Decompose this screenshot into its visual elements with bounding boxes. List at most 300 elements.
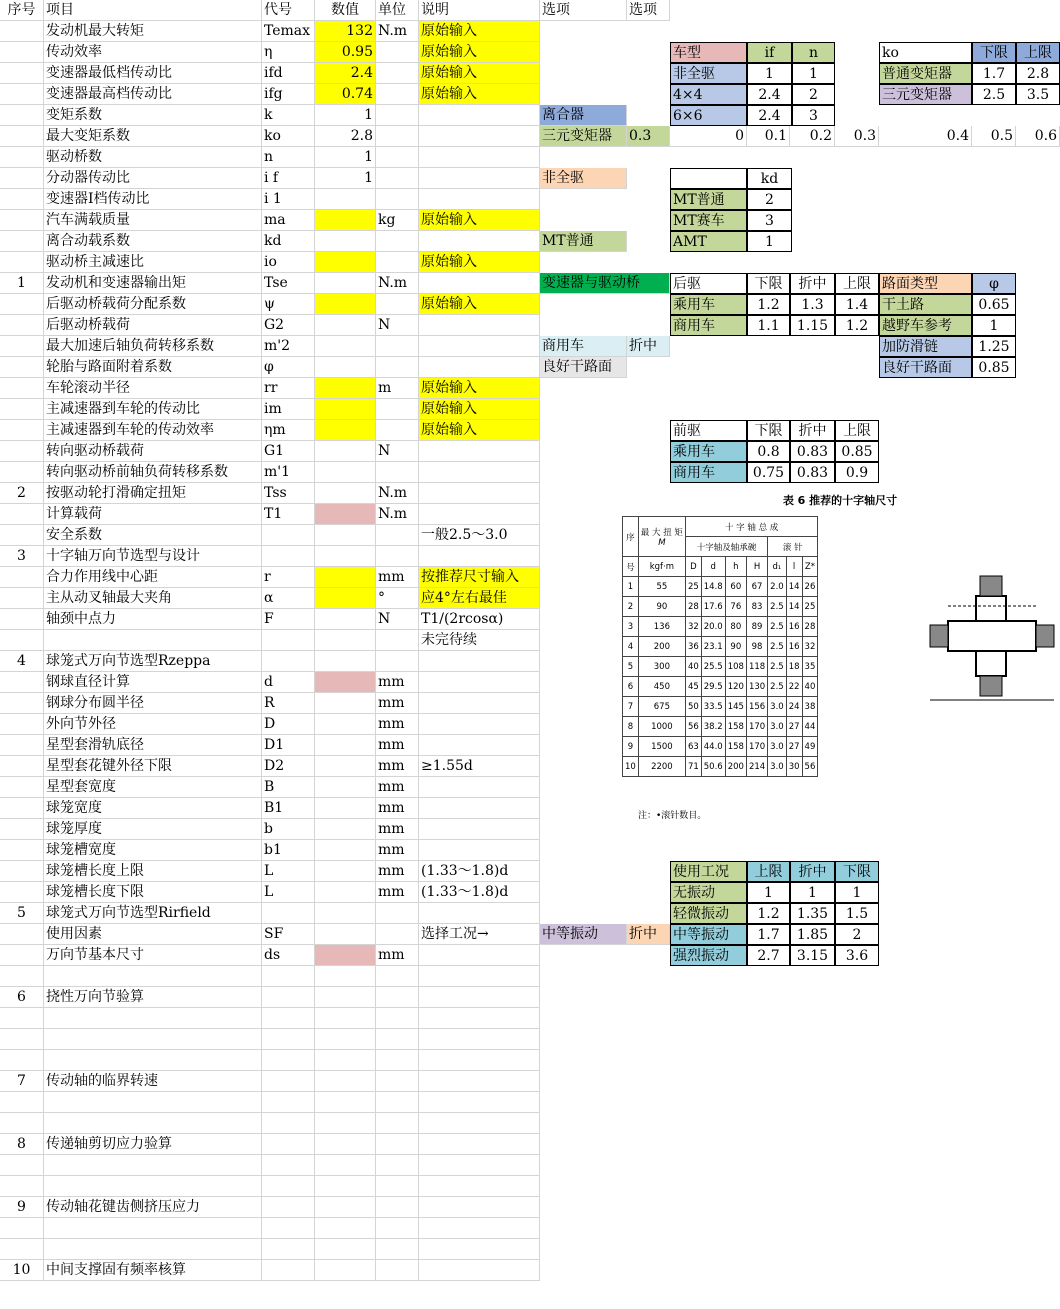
scale-value: 0.4 — [879, 126, 972, 147]
ref-table-cell: 1000 — [638, 717, 685, 737]
row-item — [44, 1113, 262, 1134]
row-code: m'1 — [262, 462, 315, 483]
ref-table-cell: 2.0 — [768, 577, 787, 597]
row-code: φ — [262, 357, 315, 378]
row-code: D — [262, 714, 315, 735]
vehicle-table-header: 车型 — [670, 42, 747, 63]
row-value-cell[interactable] — [315, 210, 376, 231]
row-seq — [0, 1029, 44, 1050]
kd-table-cell: AMT — [670, 231, 747, 252]
ref-table-cell: 2.5 — [768, 597, 787, 617]
ref-table-cell: 27 — [786, 737, 802, 757]
option-compromise[interactable]: 折中 — [627, 336, 670, 357]
rear-table-cell: 商用车 — [670, 315, 747, 336]
row-unit — [376, 420, 419, 441]
row-desc: 原始输入 — [419, 420, 540, 441]
row-value-cell[interactable] — [315, 924, 376, 945]
row-value-cell[interactable] — [315, 189, 376, 210]
ref-table-cell: 25 — [685, 577, 701, 597]
row-unit: N — [376, 609, 419, 630]
row-value-cell[interactable] — [315, 672, 376, 693]
work-table-header: 折中 — [790, 861, 835, 882]
row-value-cell[interactable] — [315, 1197, 376, 1218]
row-seq: 9 — [0, 1197, 44, 1218]
row-item: 后驱动桥载荷分配系数 — [44, 294, 262, 315]
ref-table-cell: 200 — [638, 637, 685, 657]
row-value-cell[interactable] — [315, 840, 376, 861]
row-code: Tss — [262, 483, 315, 504]
row-value-cell[interactable] — [315, 1113, 376, 1134]
ref-col-header: Z* — [802, 557, 818, 577]
road-table-header: 路面类型 — [879, 273, 972, 294]
ref-table-row — [623, 637, 818, 657]
kd-table-header: kd — [747, 168, 792, 189]
row-desc — [419, 714, 540, 735]
row-desc — [419, 189, 540, 210]
ref-table-cell: 14.8 — [701, 577, 725, 597]
ref-head-m: M — [658, 537, 666, 548]
row-seq — [0, 1113, 44, 1134]
option-vibration[interactable]: 中等振动 — [540, 924, 627, 945]
row-desc — [419, 1029, 540, 1050]
ref-table-row — [623, 737, 818, 757]
row-desc — [419, 1197, 540, 1218]
row-desc — [419, 1071, 540, 1092]
cross-shaft-drawing — [928, 566, 1056, 706]
row-item: 球笼宽度 — [44, 798, 262, 819]
row-desc — [419, 903, 540, 924]
row-value-cell[interactable] — [315, 567, 376, 588]
row-value-cell[interactable]: 2.8 — [315, 126, 376, 147]
row-value-cell[interactable] — [315, 1050, 376, 1071]
row-desc: 原始输入 — [419, 399, 540, 420]
row-value-cell[interactable] — [315, 357, 376, 378]
work-table-cell: 3.15 — [790, 945, 835, 966]
ref-table-cell: 29.5 — [701, 677, 725, 697]
row-desc — [419, 1218, 540, 1239]
row-value-cell[interactable] — [315, 1218, 376, 1239]
row-value-cell[interactable] — [315, 966, 376, 987]
row-value-cell[interactable] — [315, 1008, 376, 1029]
row-seq — [0, 840, 44, 861]
ref-table-cell: 2.5 — [768, 637, 787, 657]
row-code: L — [262, 882, 315, 903]
row-value-cell[interactable] — [315, 1092, 376, 1113]
row-value-cell[interactable] — [315, 1029, 376, 1050]
work-table-cell: 3.6 — [835, 945, 879, 966]
header-opt2: 选项 — [627, 0, 670, 21]
row-code — [262, 1029, 315, 1050]
row-code — [262, 1176, 315, 1197]
row-item: 钢球直径计算 — [44, 672, 262, 693]
row-seq — [0, 924, 44, 945]
ref-table-cell: 26 — [802, 577, 818, 597]
row-item: 十字轴万向节选型与设计 — [44, 546, 262, 567]
row-unit: mm — [376, 567, 419, 588]
ref-table-cell: 60 — [725, 577, 746, 597]
row-value-cell[interactable] — [315, 630, 376, 651]
row-unit — [376, 1134, 419, 1155]
row-item: 按驱动轮打滑确定扭矩 — [44, 483, 262, 504]
vehicle-table-cell: 1 — [747, 63, 792, 84]
row-code: b1 — [262, 840, 315, 861]
ref-table-cell: 25 — [802, 597, 818, 617]
row-unit — [376, 1029, 419, 1050]
row-value-cell[interactable] — [315, 546, 376, 567]
row-value-cell[interactable] — [315, 903, 376, 924]
ref-table-cell: 2.5 — [768, 617, 787, 637]
row-desc — [419, 735, 540, 756]
ko-table-cell: 2.5 — [972, 84, 1016, 105]
row-desc — [419, 504, 540, 525]
row-seq: 2 — [0, 483, 44, 504]
row-code — [262, 1260, 315, 1281]
row-code — [262, 1197, 315, 1218]
ref-table-cell: 83 — [746, 597, 767, 617]
row-seq — [0, 735, 44, 756]
row-seq — [0, 315, 44, 336]
work-table-cell: 1.5 — [835, 903, 879, 924]
row-desc — [419, 483, 540, 504]
ref-table-cell: 4 — [623, 637, 639, 657]
ref-table-cell: 22 — [786, 677, 802, 697]
row-desc — [419, 231, 540, 252]
row-value-cell[interactable] — [315, 735, 376, 756]
row-seq — [0, 588, 44, 609]
ref-table-cell: 25.5 — [701, 657, 725, 677]
row-seq — [0, 1176, 44, 1197]
row-unit: N.m — [376, 273, 419, 294]
row-value-cell[interactable] — [315, 945, 376, 966]
row-desc — [419, 651, 540, 672]
ref-table-cell: 30 — [786, 757, 802, 777]
ref-table-cell: 24 — [786, 697, 802, 717]
row-item: 球笼式万向节选型Rirfield — [44, 903, 262, 924]
rear-table-header: 后驱 — [670, 273, 747, 294]
work-table-header: 上限 — [747, 861, 790, 882]
row-unit: mm — [376, 945, 419, 966]
row-unit: mm — [376, 819, 419, 840]
front-table-cell: 商用车 — [670, 462, 747, 483]
row-value-cell[interactable] — [315, 1134, 376, 1155]
row-code — [262, 1134, 315, 1155]
ref-table-cell: 3.0 — [768, 737, 787, 757]
ref-table-cell: 170 — [746, 717, 767, 737]
row-item: 球笼厚度 — [44, 819, 262, 840]
row-code: R — [262, 693, 315, 714]
ref-table-cell: 9 — [623, 737, 639, 757]
option-drive-type[interactable]: 非全驱 — [540, 168, 627, 189]
ref-table-cell: 136 — [638, 617, 685, 637]
row-value-cell[interactable] — [315, 693, 376, 714]
row-desc — [419, 357, 540, 378]
header-desc: 说明 — [419, 0, 540, 21]
ko-table-cell: 三元变矩器 — [879, 84, 972, 105]
row-code: ηm — [262, 420, 315, 441]
row-seq — [0, 168, 44, 189]
row-value-cell[interactable] — [315, 861, 376, 882]
row-value-cell[interactable] — [315, 609, 376, 630]
ref-table-cell: 3.0 — [768, 697, 787, 717]
row-unit — [376, 105, 419, 126]
ref-table-cell: 20.0 — [701, 617, 725, 637]
row-code: i f — [262, 168, 315, 189]
row-unit — [376, 1008, 419, 1029]
road-table-cell: 加防滑链 — [879, 336, 972, 357]
row-seq — [0, 630, 44, 651]
ref-table-cell: 158 — [725, 717, 746, 737]
row-seq — [0, 378, 44, 399]
row-code: B1 — [262, 798, 315, 819]
row-item: 球笼槽宽度 — [44, 840, 262, 861]
row-code: n — [262, 147, 315, 168]
ref-table-cell: 33.5 — [701, 697, 725, 717]
row-desc: 原始输入 — [419, 63, 540, 84]
row-item: 转向驱动桥载荷 — [44, 441, 262, 462]
row-value-cell[interactable] — [315, 882, 376, 903]
row-desc — [419, 1239, 540, 1260]
row-desc: (1.33～1.8)d — [419, 882, 540, 903]
row-value-cell[interactable]: 1 — [315, 168, 376, 189]
row-value-cell[interactable] — [315, 231, 376, 252]
row-unit: N.m — [376, 504, 419, 525]
option-vibration-compromise[interactable]: 折中 — [627, 924, 670, 945]
row-seq: 3 — [0, 546, 44, 567]
row-value-cell[interactable] — [315, 315, 376, 336]
row-unit — [376, 1155, 419, 1176]
row-unit — [376, 147, 419, 168]
row-value-cell[interactable] — [315, 273, 376, 294]
row-unit — [376, 1071, 419, 1092]
rear-table-header: 下限 — [747, 273, 790, 294]
row-value-cell[interactable] — [315, 504, 376, 525]
work-table-cell: 强烈振动 — [670, 945, 747, 966]
row-desc — [419, 1176, 540, 1197]
row-unit: N — [376, 441, 419, 462]
row-item: 使用因素 — [44, 924, 262, 945]
ref-table-cell: 76 — [725, 597, 746, 617]
row-item: 变速器最低档传动比 — [44, 63, 262, 84]
ref-table-cell: 214 — [746, 757, 767, 777]
row-value-cell[interactable] — [315, 1260, 376, 1281]
row-item: 传动轴花键齿侧挤压应力 — [44, 1197, 262, 1218]
row-item: 星型套花键外径下限 — [44, 756, 262, 777]
row-desc — [419, 1113, 540, 1134]
row-value-cell[interactable] — [315, 777, 376, 798]
header-seq: 序号 — [0, 0, 44, 21]
row-desc — [419, 105, 540, 126]
kd-table-cell: 1 — [747, 231, 792, 252]
row-item — [44, 1050, 262, 1071]
row-code: Temax — [262, 21, 315, 42]
ref-table-cell: 45 — [685, 677, 701, 697]
row-value-cell[interactable]: 1 — [315, 147, 376, 168]
row-value-cell[interactable] — [315, 1239, 376, 1260]
ref-table-cell: 27 — [786, 717, 802, 737]
row-code: ko — [262, 126, 315, 147]
row-value-cell[interactable] — [315, 336, 376, 357]
row-value-cell[interactable] — [315, 441, 376, 462]
row-value-cell[interactable] — [315, 420, 376, 441]
row-unit: m — [376, 378, 419, 399]
row-desc — [419, 1155, 540, 1176]
ref-table-cell: 120 — [725, 677, 746, 697]
row-unit — [376, 63, 419, 84]
scale-value: 0.2 — [790, 126, 835, 147]
kd-table-cell: 3 — [747, 210, 792, 231]
row-code: k — [262, 105, 315, 126]
row-value-cell[interactable] — [315, 252, 376, 273]
row-value-cell[interactable]: 0.74 — [315, 84, 376, 105]
work-table-cell: 1.7 — [747, 924, 790, 945]
ref-table-cell: 16 — [786, 617, 802, 637]
header-item: 项目 — [44, 0, 262, 21]
ko-table-header: 上限 — [1016, 42, 1060, 63]
row-value-cell[interactable] — [315, 987, 376, 1008]
option-clutch[interactable]: 离合器 — [540, 105, 627, 126]
row-unit — [376, 42, 419, 63]
work-table-header: 下限 — [835, 861, 879, 882]
row-value-cell[interactable] — [315, 588, 376, 609]
row-value-cell[interactable] — [315, 756, 376, 777]
row-value-cell[interactable] — [315, 399, 376, 420]
row-code: η — [262, 42, 315, 63]
row-desc — [419, 1092, 540, 1113]
row-value-cell[interactable] — [315, 1176, 376, 1197]
row-value-cell[interactable] — [315, 1071, 376, 1092]
row-value-cell[interactable]: 1 — [315, 105, 376, 126]
row-value-cell[interactable] — [315, 714, 376, 735]
row-code — [262, 903, 315, 924]
row-desc — [419, 441, 540, 462]
row-value-cell[interactable] — [315, 378, 376, 399]
header-value: 数值 — [315, 0, 376, 21]
ref-table-cell: 36 — [685, 637, 701, 657]
ref-table-cell: 17.6 — [701, 597, 725, 617]
row-item: 变矩系数 — [44, 105, 262, 126]
row-code — [262, 1113, 315, 1134]
option-trans-axle[interactable]: 变速器与驱动桥 — [540, 273, 670, 294]
row-value-cell[interactable]: 132 — [315, 21, 376, 42]
front-table-cell: 0.75 — [747, 462, 790, 483]
ko-table-cell: 3.5 — [1016, 84, 1060, 105]
road-table-cell: 越野车参考 — [879, 315, 972, 336]
work-table-cell: 1.35 — [790, 903, 835, 924]
work-table-cell: 1 — [790, 882, 835, 903]
row-unit — [376, 630, 419, 651]
option-road-surface[interactable]: 良好干路面 — [540, 357, 627, 378]
row-code: L — [262, 861, 315, 882]
row-code: ma — [262, 210, 315, 231]
row-unit — [376, 1176, 419, 1197]
row-unit: mm — [376, 840, 419, 861]
ref-table-cell: 67 — [746, 577, 767, 597]
vehicle-table-cell: 2.4 — [747, 84, 792, 105]
row-desc: 原始输入 — [419, 21, 540, 42]
ref-table-row — [623, 657, 818, 677]
row-seq — [0, 798, 44, 819]
row-code: ds — [262, 945, 315, 966]
row-item: 主减速器到车轮的传动比 — [44, 399, 262, 420]
ko-table-cell: 1.7 — [972, 63, 1016, 84]
work-table-cell: 2 — [835, 924, 879, 945]
row-seq — [0, 84, 44, 105]
work-table-cell: 1 — [747, 882, 790, 903]
row-item: 主从动叉轴最大夹角 — [44, 588, 262, 609]
row-seq — [0, 147, 44, 168]
row-seq — [0, 105, 44, 126]
row-value-cell[interactable] — [315, 462, 376, 483]
work-table-cell: 2.7 — [747, 945, 790, 966]
row-seq — [0, 252, 44, 273]
row-code — [262, 1050, 315, 1071]
ref-table-cell: 3.0 — [768, 717, 787, 737]
row-unit: mm — [376, 714, 419, 735]
row-item: 中间支撑固有频率核算 — [44, 1260, 262, 1281]
ref-table-row — [623, 717, 818, 737]
row-desc — [419, 672, 540, 693]
row-seq — [0, 63, 44, 84]
row-value-cell[interactable] — [315, 483, 376, 504]
row-value-cell[interactable] — [315, 294, 376, 315]
row-item: 驱动桥数 — [44, 147, 262, 168]
row-unit: N.m — [376, 21, 419, 42]
ref-table-cell: 2 — [623, 597, 639, 617]
ref-table-cell: 2200 — [638, 757, 685, 777]
row-value-cell[interactable] — [315, 651, 376, 672]
row-code — [262, 1155, 315, 1176]
row-seq — [0, 399, 44, 420]
row-item: 发动机和变速器输出矩 — [44, 273, 262, 294]
row-unit — [376, 126, 419, 147]
row-code: F — [262, 609, 315, 630]
row-value-cell[interactable] — [315, 525, 376, 546]
row-seq: 5 — [0, 903, 44, 924]
rear-table-cell: 1.4 — [835, 294, 879, 315]
row-code: b — [262, 819, 315, 840]
ref-table-cell: 50.6 — [701, 757, 725, 777]
road-table-cell: 1 — [972, 315, 1016, 336]
ref-table-cell: 35 — [802, 657, 818, 677]
row-desc: 一般2.5～3.0 — [419, 525, 540, 546]
ref-table-cell: 170 — [746, 737, 767, 757]
row-value-cell[interactable] — [315, 819, 376, 840]
row-desc: 选择工况→ — [419, 924, 540, 945]
row-item — [44, 1029, 262, 1050]
row-desc — [419, 1260, 540, 1281]
ref-table-cell: 14 — [786, 577, 802, 597]
row-desc: (1.33～1.8)d — [419, 861, 540, 882]
option-transmission[interactable]: MT普通 — [540, 231, 627, 252]
vehicle-table-cell: 1 — [792, 63, 835, 84]
ko-table-header: ko — [879, 42, 972, 63]
row-value-cell[interactable]: 0.95 — [315, 42, 376, 63]
ref-table-cell: 32 — [685, 617, 701, 637]
option-torque-converter[interactable]: 三元变矩器 — [540, 126, 627, 147]
ref-table-cell: 23.1 — [701, 637, 725, 657]
ref-table-cell: 145 — [725, 697, 746, 717]
row-seq — [0, 756, 44, 777]
ref-table-cell: 90 — [638, 597, 685, 617]
row-value-cell[interactable]: 2.4 — [315, 63, 376, 84]
option-vehicle-class[interactable]: 商用车 — [540, 336, 627, 357]
ref-table-cell: 5 — [623, 657, 639, 677]
ref-table-cell: 450 — [638, 677, 685, 697]
row-value-cell[interactable] — [315, 798, 376, 819]
row-value-cell[interactable] — [315, 1155, 376, 1176]
row-unit: mm — [376, 777, 419, 798]
scale-value: 0.3 — [835, 126, 879, 147]
